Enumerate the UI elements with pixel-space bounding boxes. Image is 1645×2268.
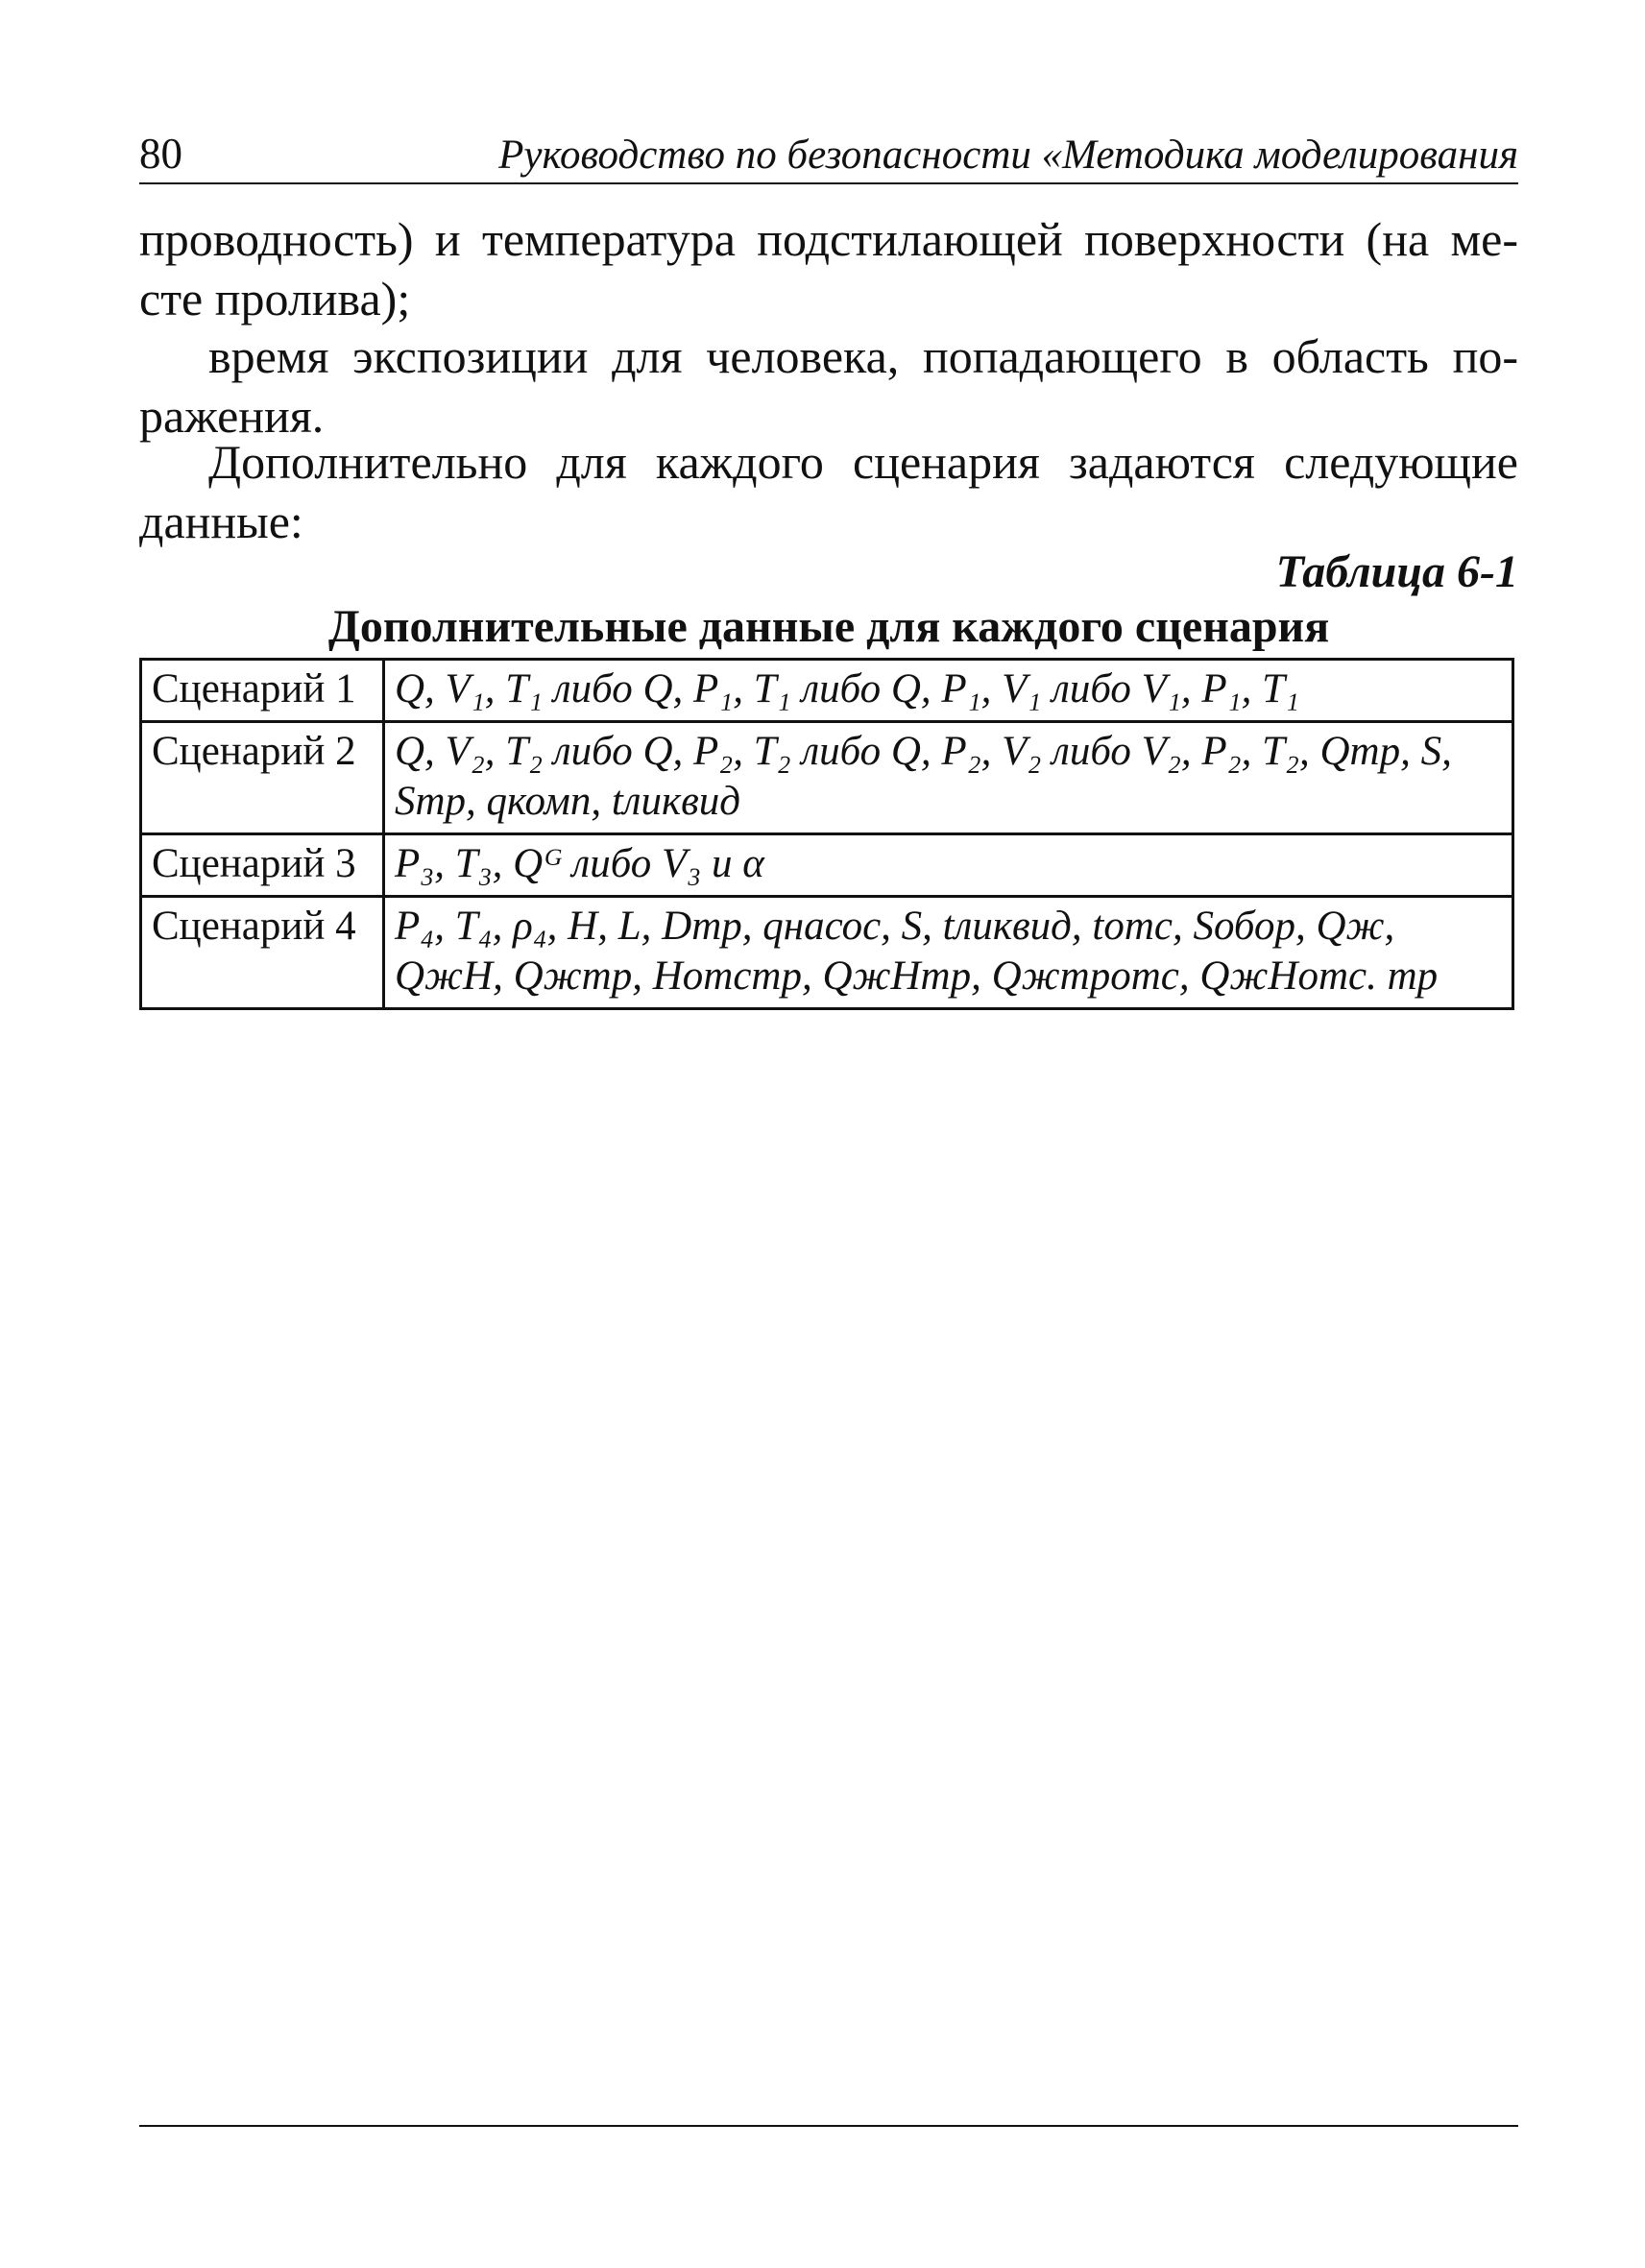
table-row (141, 722, 1513, 834)
paragraph-3 (139, 432, 1518, 551)
paragraph-2-line-1: время экспозиции для человека, попадающего в область по- (208, 329, 1518, 383)
paragraph-1 (139, 209, 1518, 328)
page-number: 80 (139, 130, 182, 178)
paragraph-1-line-1: проводность) и температура подстилающей поверхности (на ме- (139, 212, 1518, 266)
scenario-name: Сценарий 2 (141, 722, 384, 834)
paragraph-1-line-2: сте пролива); (139, 272, 411, 326)
paragraph-3-line-1: Дополнительно для каждого сценария задаются следующие (208, 435, 1518, 489)
scenario-name: Сценарий 4 (141, 897, 384, 1009)
paragraph-2 (139, 326, 1518, 446)
header-rule (139, 182, 1518, 184)
table-row (141, 897, 1513, 1009)
table-row (141, 660, 1513, 722)
scenario-values: P₃, T₃, Qᴳ либо V₃ и α (384, 834, 1513, 897)
paragraph-3-line-2: данные: (139, 495, 303, 548)
paragraph-2-line-2: ражения. (139, 389, 325, 443)
scenario-name: Сценарий 1 (141, 660, 384, 722)
table-row (141, 834, 1513, 897)
footer-rule (139, 2125, 1518, 2127)
table-caption: Дополнительные данные для каждого сценария (327, 601, 1330, 652)
table-label: Таблица 6-1 (1275, 546, 1518, 597)
scenario-values: Q, V₁, T₁ либо Q, P₁, T₁ либо Q, P₁, V₁ либо V₁, P₁, T₁ (384, 660, 1513, 722)
scenario-values: P₄, T₄, ρ₄, H, L, Dтр, qнасос, S, tликвид, tотс, Sобор, Qж, QжH, Qжтр, Hотстр, QжHтр, Qжтротс, QжHотс. тр (384, 897, 1513, 1009)
scenario-values: Q, V₂, T₂ либо Q, P₂, T₂ либо Q, P₂, V₂ либо V₂, P₂, T₂, Qтр, S, Sтр, qкомп, tликвид (384, 722, 1513, 834)
scenario-table (139, 658, 1514, 1010)
running-title: Руководство по безопасности «Методика моделирования (498, 133, 1518, 178)
scenario-name: Сценарий 3 (141, 834, 384, 897)
